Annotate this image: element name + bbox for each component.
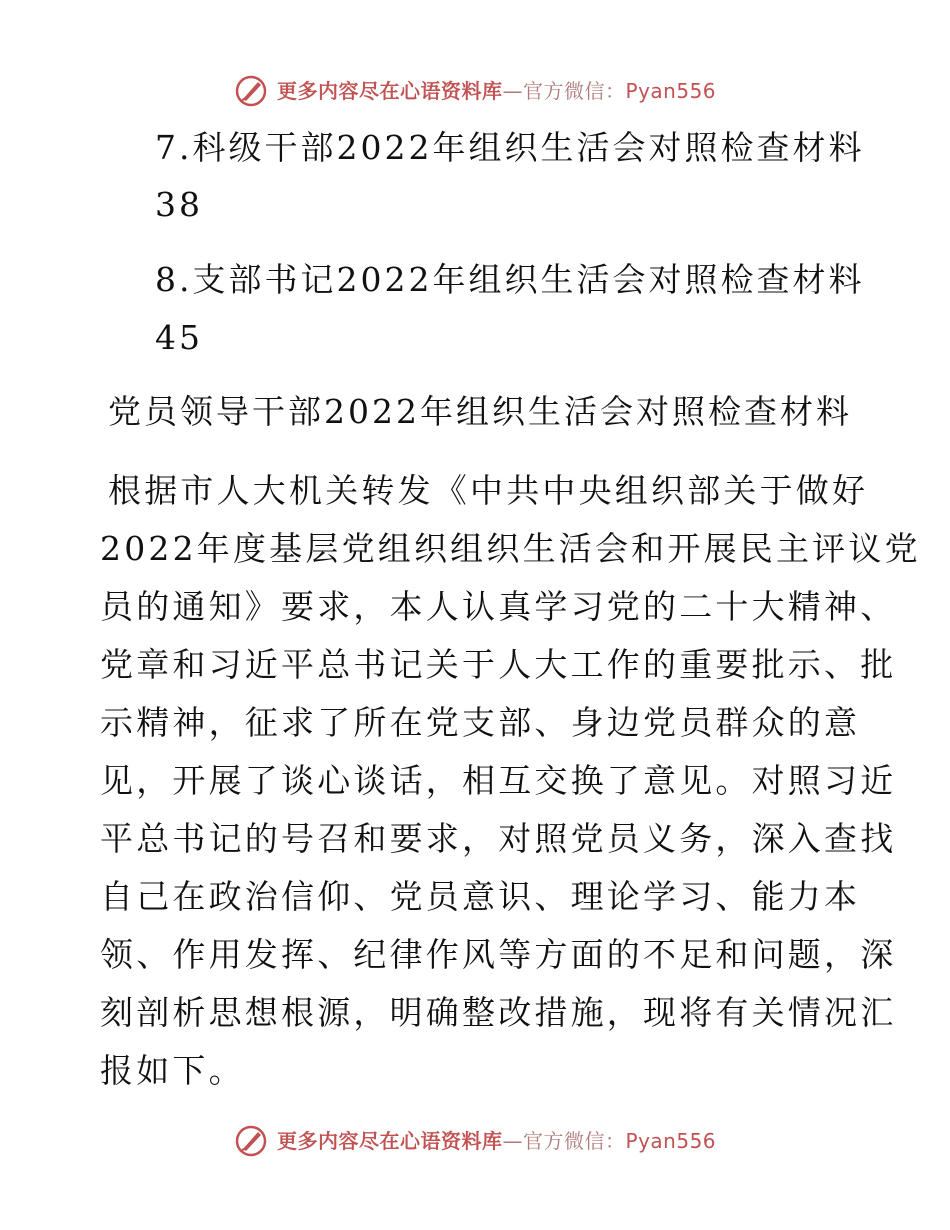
watermark-separator: — [502, 78, 524, 103]
body-line: 员的通知》要求，本人认真学习党的二十大精神、 [100, 587, 897, 626]
watermark-label: 官方微信： [523, 1128, 626, 1153]
header-watermark [0, 70, 950, 110]
watermark-label: 官方微信： [523, 78, 626, 103]
watermark-separator: — [502, 1128, 524, 1153]
body-line: 根据市人大机关转发《中共中央组织部关于做好 [108, 471, 869, 510]
body-line: 平总书记的号召和要求，对照党员义务，深入查找 [100, 819, 897, 858]
toc-item-7: 7.科级干部2022年组织生活会对照检查材料 [155, 128, 865, 167]
watermark-text [277, 1121, 716, 1161]
body-line: 示精神，征求了所在党支部、身边党员群众的意 [100, 703, 861, 742]
body-line: 刻剖析思想根源，明确整改措施，现将有关情况汇 [100, 993, 897, 1032]
body-line: 见，开展了谈心谈话，相互交换了意见。对照习近 [100, 761, 897, 800]
quill-logo-icon [234, 1124, 268, 1158]
body-line: 自己在政治信仰、党员意识、理论学习、能力本 [100, 877, 861, 916]
footer-watermark [0, 1120, 950, 1160]
watermark-text [277, 71, 716, 111]
body-line: 2022年度基层党组织组织生活会和开展民主评议党 [100, 529, 921, 568]
body-line: 党章和习近平总书记关于人大工作的重要批示、批 [100, 645, 897, 684]
watermark-wechat-id: Pyan556 [625, 78, 717, 103]
toc-page-8: 45 [155, 318, 203, 357]
watermark-site: 更多内容尽在心语资料库 [277, 78, 503, 103]
watermark-site: 更多内容尽在心语资料库 [277, 1128, 503, 1153]
watermark-wechat-id: Pyan556 [625, 1128, 717, 1153]
section-heading: 党员领导干部2022年组织生活会对照检查材料 [108, 392, 852, 431]
toc-page-7: 38 [155, 185, 203, 224]
body-paragraph [100, 462, 921, 1100]
quill-logo-icon [234, 74, 268, 108]
body-line: 领、作用发挥、纪律作风等方面的不足和问题，深 [100, 935, 897, 974]
body-line: 报如下。 [100, 1051, 245, 1090]
toc-item-8: 8.支部书记2022年组织生活会对照检查材料 [155, 260, 865, 299]
